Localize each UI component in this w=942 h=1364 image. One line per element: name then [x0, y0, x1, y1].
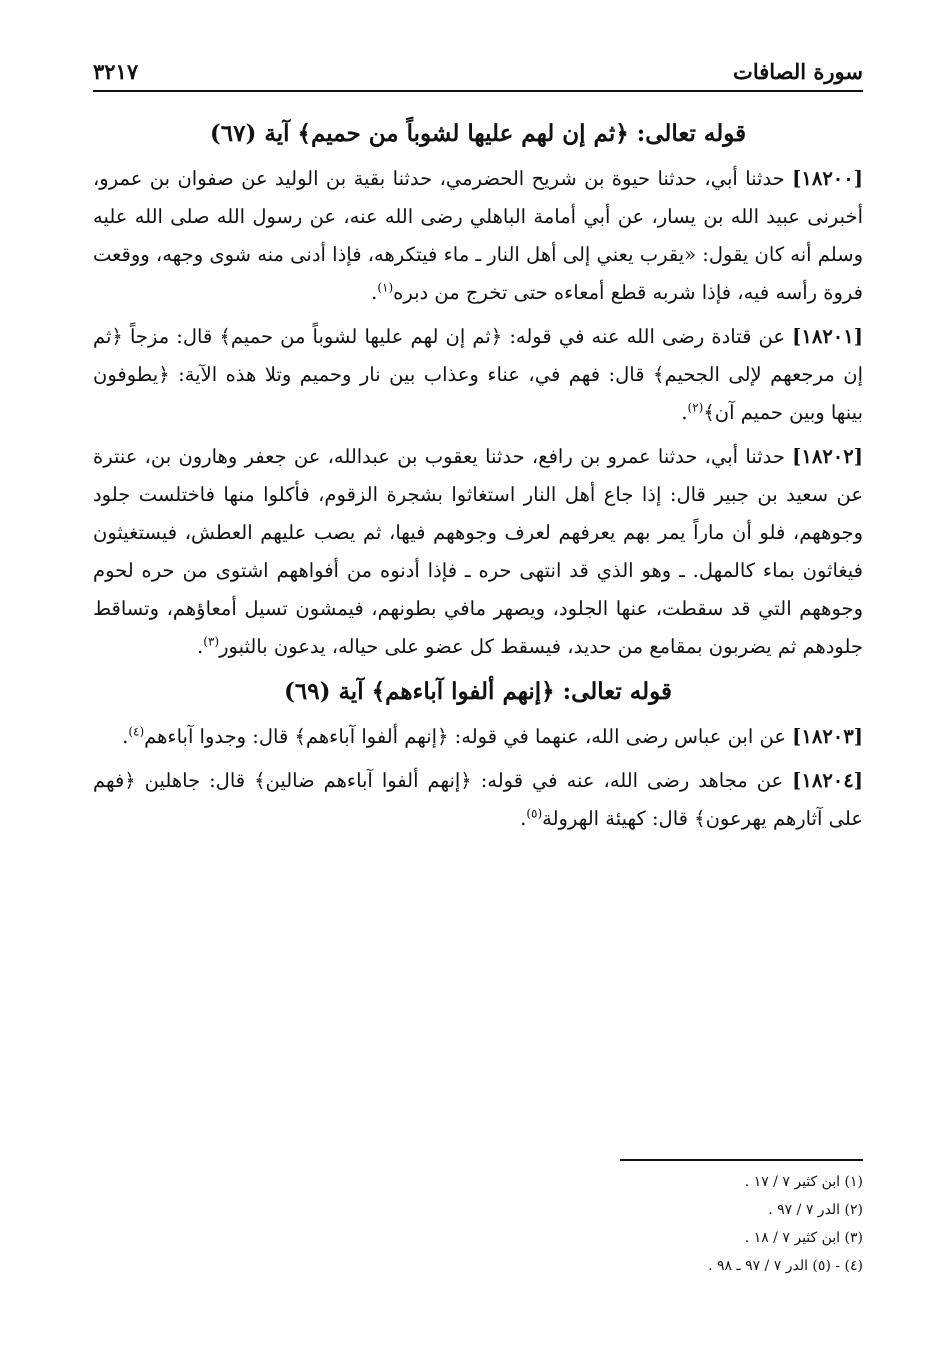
hadith-number: [١٨٢٠٠] [792, 167, 863, 190]
page-number: ٣٢١٧ [93, 58, 139, 84]
footnote-divider [620, 1159, 863, 1161]
sentence-end: . [681, 401, 688, 424]
footnote-ref: (٣) [203, 634, 220, 649]
hadith-text: حدثنا أبي، حدثنا حيوة بن شريح الحضرمي، حدثنا بقية بن الوليد عن صفوان بن عمرو، أخبرنى عبيد الله بن يسار، عن أبي أمامة الباهلي رضى الله عنه، عن رسول الله صلى الله عليه وسلم أنه كان يقول: «يقرب يعني إلى أهل النار ـ ماء فيتكرهه، فإذا أدنى منه شوى وجهه، ووقعت فروة رأسه فيه، فإذا شربه قطع أمعاءه حتى تخرج من دبره [93, 167, 863, 304]
footnote-item: (٤) - (٥) الدر ٧ / ٩٧ ـ ٩٨ . [708, 1258, 863, 1274]
main-text [93, 108, 863, 844]
hadith-paragraph [93, 718, 863, 756]
hadith-text: عن ابن عباس رضى الله، عنهما في قوله: ﴿إنهم ألفوا آباءهم﴾ قال: وجدوا آباءهم [144, 725, 793, 748]
footnote-item: (٣) ابن كثير ٧ / ١٨ . [744, 1230, 863, 1246]
hadith-paragraph [93, 318, 863, 432]
hadith-number: [١٨٢٠١] [792, 325, 863, 348]
footnote-item: (٢) الدر ٧ / ٩٧ . [768, 1202, 863, 1218]
footnote-ref: (٢) [687, 400, 704, 415]
footnote-item: (١) ابن كثير ٧ / ١٧ . [744, 1174, 863, 1190]
sentence-end: . [520, 807, 527, 830]
footnote-ref: (١) [377, 280, 394, 295]
footnotes [93, 1168, 863, 1280]
hadith-number: [١٨٢٠٤] [792, 769, 863, 792]
section-heading: قوله تعالى: ﴿ثم إن لهم عليها لشوباً من حميم﴾ آية (٦٧) [209, 120, 747, 147]
hadith-number: [١٨٢٠٢] [792, 445, 863, 468]
hadith-number: [١٨٢٠٣] [792, 725, 863, 748]
hadith-text: عن مجاهد رضى الله، عنه في قوله: ﴿إنهم ألفوا آباءهم ضالين﴾ قال: جاهلين ﴿فهم على آثارهم يهرعون﴾ قال: كهيئة الهرولة [93, 769, 863, 830]
sentence-end: . [197, 635, 204, 658]
section-heading: قوله تعالى: ﴿إنهم ألفوا آباءهم﴾ آية (٦٩) [283, 678, 673, 705]
running-header [93, 52, 863, 92]
hadith-paragraph [93, 438, 863, 666]
sentence-end: . [371, 281, 378, 304]
hadith-text: حدثنا أبي، حدثنا عمرو بن رافع، حدثنا يعقوب بن عبدالله، عن جعفر وهارون بن، عنترة عن سعيد بن جبير قال: إذا جاع أهل النار استغاثوا بشجرة الزقوم، فأكلوا منها فاختلست جلود وجوههم، فلو أن ماراً يمر بهم يعرفهم لعرف وجوههم فيها، ثم يصب عليهم العطش، فيستغيثون فيغاثون بماء كالمهل. ـ وهو الذي قد انتهى حره ـ فإذا أدنوه من أفواههم اشتوى من حره لحوم وجوههم التي قد سقطت، عنها الجلود، ويصهر مافي بطونهم، فيمشون تسيل أمعاؤهم، وتساقط جلودهم ثم يضربون بمقامع من حديد، فيسقط كل عضو على حياله، يدعون بالثبور [93, 445, 863, 658]
hadith-paragraph [93, 762, 863, 838]
hadith-paragraph [93, 160, 863, 312]
footnote-ref: (٤) [128, 724, 145, 739]
surah-title: سورة الصافات [733, 58, 863, 84]
sentence-end: . [122, 725, 129, 748]
footnote-ref: (٥) [526, 806, 543, 821]
hadith-text: عن قتادة رضى الله عنه في قوله: ﴿ثم إن لهم عليها لشوباً من حميم﴾ قال: مزجاً ﴿ثم إن مرجعهم لإلى الجحيم﴾ قال: فهم في، عناء وعذاب بين نار وحميم وتلا هذه الآية: ﴿يطوفون بينها وبين حميم آن﴾ [93, 325, 863, 424]
